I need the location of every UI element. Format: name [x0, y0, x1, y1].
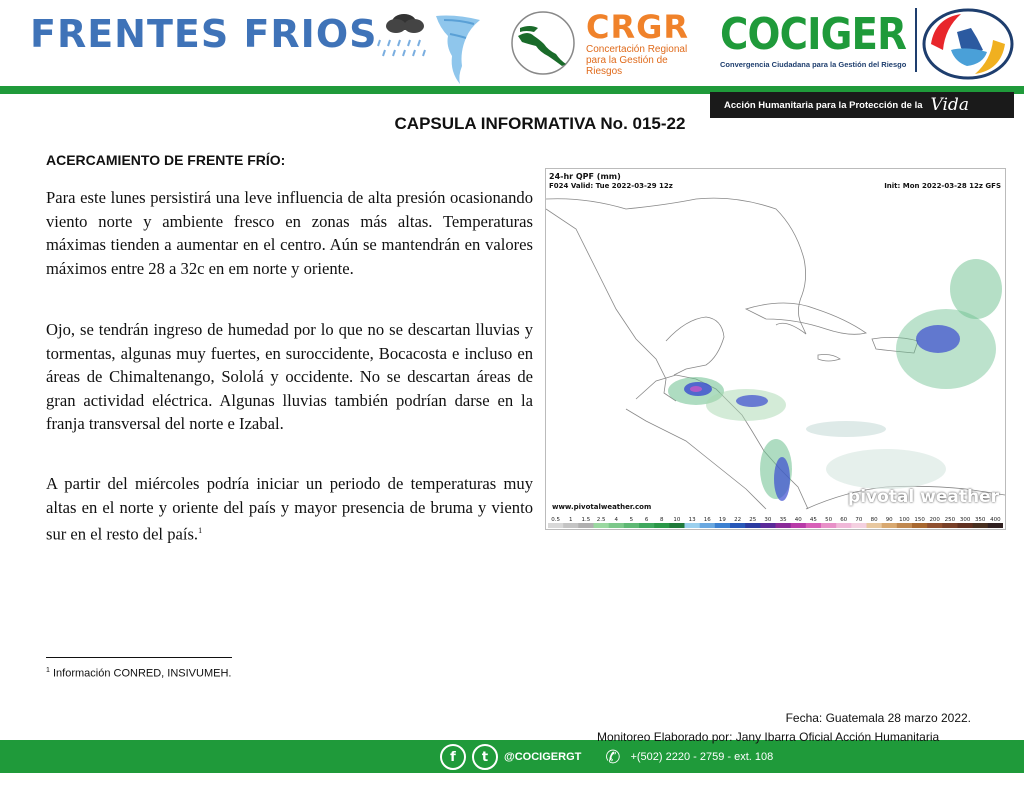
- scale-tick-label: 0.5: [551, 517, 560, 523]
- scale-tick-label: 300: [959, 517, 971, 523]
- qpf-map-image: [546, 169, 1005, 529]
- paragraph-3-text: A partir del miércoles podría iniciar un periodo de temperaturas muy altas en el norte y oriente del país y mayor presencia de bruma y viento sur en el resto del país.: [46, 474, 533, 544]
- date-line: Fecha: Guatemala 28 marzo 2022.: [785, 711, 971, 725]
- scale-color-swatch: [760, 523, 776, 528]
- crgr-title: CRGR: [586, 8, 690, 46]
- header-title: FRENTES FRIOS: [30, 12, 378, 56]
- scale-color-swatch: [851, 523, 867, 528]
- scale-color-swatch: [791, 523, 807, 528]
- scale-color-swatch: [654, 523, 670, 528]
- scale-color-swatch: [685, 523, 701, 528]
- scale-tick-label: 40: [794, 517, 802, 523]
- scale-color-swatch: [927, 523, 943, 528]
- document-title: CAPSULA INFORMATIVA No. 015-22: [394, 114, 686, 133]
- scale-tick-label: 25: [749, 517, 757, 523]
- slogan-banner: [710, 92, 1014, 118]
- footnote-text: Información CONRED, INSIVUMEH.: [52, 667, 232, 680]
- scale-tick-label: 60: [840, 517, 848, 523]
- section-heading: ACERCAMIENTO DE FRENTE FRÍO:: [46, 152, 286, 168]
- scale-tick-label: 8: [659, 517, 664, 523]
- map-title: 24-hr QPF (mm): [549, 172, 621, 181]
- scale-tick-label: 6: [644, 517, 649, 523]
- scale-tick-label: 50: [825, 517, 833, 523]
- scale-color-swatch: [912, 523, 928, 528]
- scale-tick-label: 10: [673, 517, 681, 523]
- twitter-icon[interactable]: t: [472, 744, 498, 770]
- scale-tick-label: 100: [899, 517, 910, 523]
- scale-tick-label: 19: [718, 517, 726, 523]
- scale-color-swatch: [973, 523, 989, 528]
- scale-tick-label: 80: [870, 517, 878, 523]
- social-handle[interactable]: @COCIGERGT: [504, 751, 582, 763]
- cociger-emblem-icon: [921, 6, 1015, 82]
- scale-color-swatch: [867, 523, 883, 528]
- map-valid-time: F024 Valid: Tue 2022-03-29 12z: [549, 182, 673, 190]
- header: [0, 0, 1024, 115]
- phone-number: +(502) 2220 - 2759 - ext. 108: [630, 751, 774, 763]
- scale-tick-label: 5: [629, 517, 634, 523]
- paragraph-1: Para este lunes persistirá una leve influencia de alta presión ocasionando viento norte y ambiente fresco en zonas más altas. Temperaturas máximas tienden a aumentar en el centro. Aún se mantendrán en valores máximos entre 28 a 32c en em norte y oriente.: [46, 188, 533, 278]
- scale-color-swatch: [836, 523, 852, 528]
- scale-tick-label: 250: [944, 517, 956, 523]
- central-america-globe-icon: [510, 10, 576, 76]
- cociger-logo: [720, 10, 920, 80]
- scale-color-swatch: [563, 523, 579, 528]
- scale-tick-label: 400: [990, 517, 1001, 523]
- cociger-divider: [915, 8, 917, 72]
- storm-cloud-icon: [376, 6, 486, 86]
- cociger-title: COCIGER: [720, 9, 907, 60]
- scale-tick-label: 2.5: [596, 517, 606, 523]
- crgr-subtitle-1: Concertación Regional: [586, 44, 688, 55]
- scale-color-swatch: [639, 523, 655, 528]
- scale-tick-label: 4: [614, 517, 619, 523]
- map-brand: pivotal weather: [848, 487, 999, 507]
- scale-tick-label: 35: [779, 517, 787, 523]
- footnote: [46, 667, 231, 680]
- scale-color-swatch: [942, 523, 958, 528]
- phone-icon: ✆: [605, 746, 621, 767]
- scale-tick-label: 16: [703, 517, 711, 523]
- cociger-subtitle: Convergencia Ciudadana para la Gestión del Riesgo: [720, 60, 907, 69]
- footnote-reference: 1: [198, 526, 203, 535]
- qpf-weather-map: [545, 168, 1006, 530]
- precip-color-scale: [548, 514, 1003, 530]
- scale-color-swatch: [594, 523, 610, 528]
- footnote-mark: 1: [46, 667, 50, 674]
- scale-color-swatch: [624, 523, 640, 528]
- scale-color-swatch: [821, 523, 837, 528]
- scale-tick-label: 70: [855, 517, 863, 523]
- scale-color-swatch: [669, 523, 685, 528]
- scale-color-swatch: [806, 523, 822, 528]
- scale-color-swatch: [700, 523, 716, 528]
- facebook-icon[interactable]: f: [440, 744, 466, 770]
- scale-color-swatch: [882, 523, 898, 528]
- scale-tick-label: 13: [688, 517, 696, 523]
- scale-tick-label: 45: [809, 517, 817, 523]
- scale-color-swatch: [958, 523, 974, 528]
- author-line: Monitoreo Elaborado por: Jany Ibarra Oficial Acción Humanitaria: [597, 730, 940, 744]
- scale-tick-label: 200: [929, 517, 940, 523]
- scale-color-swatch: [548, 523, 564, 528]
- scale-tick-label: 150: [914, 517, 925, 523]
- crgr-logo: [586, 10, 706, 78]
- scale-tick-label: 30: [764, 517, 772, 523]
- scale-color-swatch: [578, 523, 594, 528]
- scale-tick-label: 350: [974, 517, 986, 523]
- footnote-rule: [46, 657, 232, 658]
- scale-color-swatch: [776, 523, 792, 528]
- scale-color-swatch: [897, 523, 913, 528]
- slogan-text: Acción Humanitaria para la Protección de la: [724, 99, 923, 111]
- scale-tick-label: 1: [569, 517, 573, 523]
- map-init-time: Init: Mon 2022-03-28 12z GFS: [884, 182, 1001, 190]
- scale-tick-label: 90: [885, 517, 893, 523]
- footer-contacts: [440, 744, 773, 770]
- crgr-subtitle-2: para la Gestión de Riesgos: [586, 55, 668, 77]
- scale-tick-label: 1.5: [581, 517, 591, 523]
- scale-color-swatch: [715, 523, 731, 528]
- slogan-vida: Vida: [930, 95, 969, 115]
- scale-color-swatch: [609, 523, 625, 528]
- paragraph-2: Ojo, se tendrán ingreso de humedad por lo que no se descartan lluvias y tormentas, algunas muy fuertes, en suroccidente, Bocacosta e incluso en áreas de Chimaltenango, Sololá y occidente. No se descartan áreas de gran actividad eléctrica. Algunas lluvias también podrían darse en la franja transversal del norte e Izabal.: [46, 320, 533, 433]
- paragraph-3: [46, 472, 533, 546]
- scale-color-swatch: [745, 523, 761, 528]
- scale-color-swatch: [730, 523, 746, 528]
- map-source-url: www.pivotalweather.com: [552, 503, 652, 511]
- scale-color-swatch: [988, 523, 1003, 528]
- scale-tick-label: 22: [734, 517, 742, 523]
